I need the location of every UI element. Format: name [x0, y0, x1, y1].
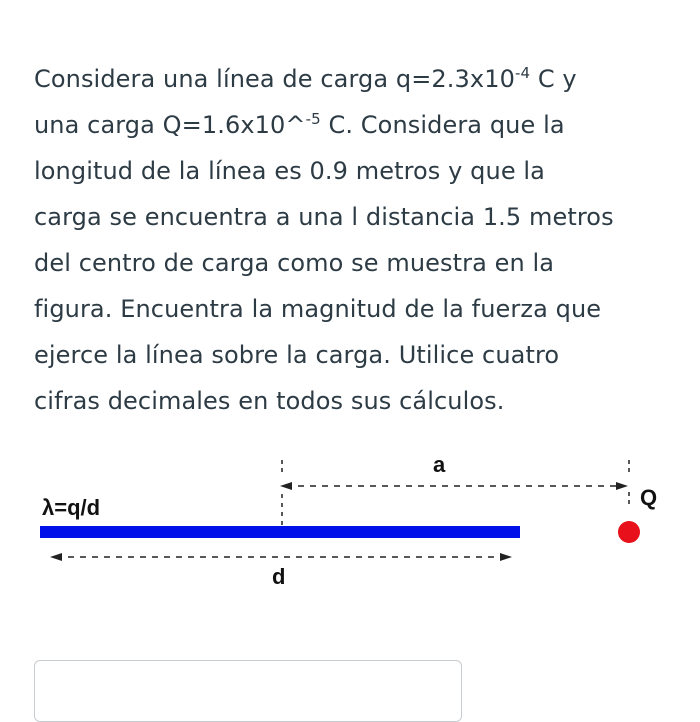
- length-d-label: d: [272, 564, 286, 589]
- question-line-3: longitud de la línea es 0.9 metros y que la: [34, 157, 545, 185]
- question-text-fragment: C y: [530, 65, 577, 93]
- question-line-5: del centro de carga como se muestra en la: [34, 249, 555, 277]
- question-line-8: cifras decimales en todos sus cálculos.: [34, 387, 505, 415]
- question-line-2: [34, 102, 674, 148]
- question-text: [34, 56, 674, 424]
- arrow-head-left: [280, 482, 292, 490]
- question-line-1: [34, 56, 674, 102]
- question-text-fragment: Considera una línea de carga q=2.3x10: [34, 65, 515, 93]
- question-text-fragment: C. Considera que la: [320, 111, 565, 139]
- charge-diagram: [0, 450, 700, 600]
- exponent: -4: [514, 64, 531, 82]
- question-line-6: figura. Encuentra la magnitud de la fuerza que: [34, 295, 602, 323]
- question-line-4: carga se encuentra a una l distancia 1.5 metros: [34, 203, 614, 231]
- question-line-7: ejerce la línea sobre la carga. Utilice cuatro: [34, 341, 560, 369]
- exponent: -5: [305, 110, 321, 128]
- question-text-fragment: una carga Q=1.6x10^: [34, 111, 306, 139]
- line-of-charge: [40, 526, 520, 538]
- arrow-head-left: [50, 553, 62, 561]
- distance-a-label: a: [433, 452, 446, 477]
- answer-input[interactable]: [34, 660, 462, 722]
- arrow-head-right: [500, 553, 512, 561]
- diagram-svg: [0, 450, 700, 600]
- point-charge: [618, 521, 640, 543]
- lambda-label: λ=q/d: [42, 495, 101, 520]
- arrow-head-right: [616, 482, 628, 490]
- charge-q-label: Q: [640, 485, 658, 510]
